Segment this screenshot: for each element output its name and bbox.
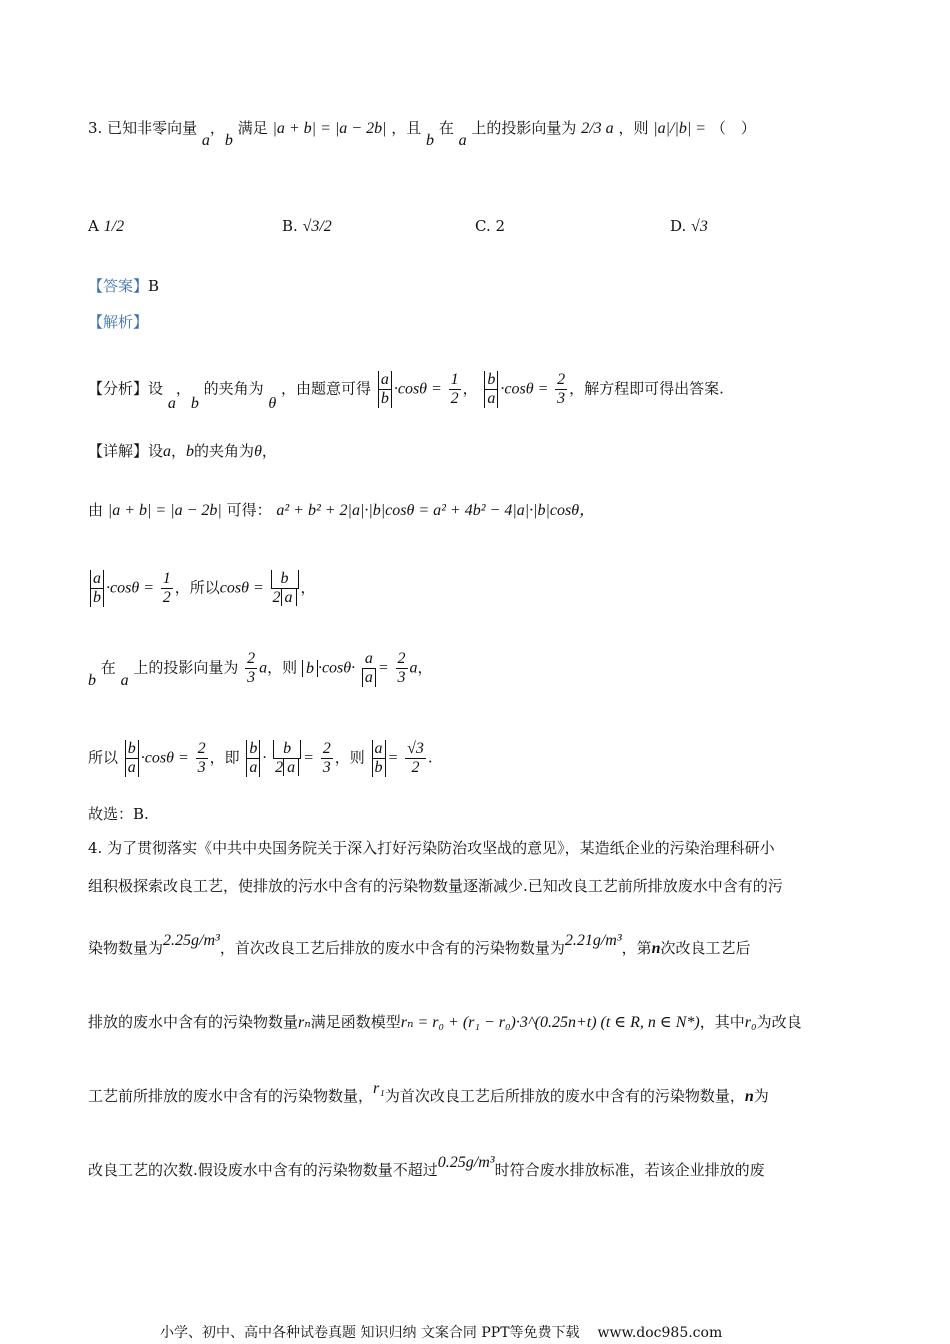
first-value: 2.21g/m³ — [564, 932, 622, 949]
option-a: A 1/2 — [88, 217, 125, 235]
answer-line — [88, 276, 159, 296]
projection-line: b 在 a 上的投影向量为 $\frac{2}{3}$ a，则 b ·cosθ· $\frac{a}{a}$ = $\frac{2}{3}$ a， — [88, 650, 433, 689]
footer-site[interactable]: www.doc985.com — [597, 1325, 723, 1341]
fenxi-line: 【分析】设 a，b 的夹角为 θ ，由题意可得 $\frac{a}{b}$ ·cosθ = $\frac{1}{2}$ ， $\frac{b}{a}$ ·cosθ = $\frac{2}{3}$ ，解方程即可得出答案. — [88, 371, 724, 412]
q4-line1: 4. 为了贯彻落实《中共中央国务院关于深入打好污染防治攻坚战的意见》，某造纸企业的污染治理科研小 — [88, 839, 775, 857]
q3-stem: 3. 已知非零向量 a，b 满足 |a + b| = |a − 2b| ，且 b 在 a 上的投影向量为 2/3 a ，则 |a|/|b| = （ ） — [88, 119, 756, 149]
option-d: D. √3 — [670, 217, 708, 235]
cos-line: $\frac{a}{b}$ ·cosθ = $\frac{1}{2}$ ，所以cosθ = $\frac{b}{2 a}$ ， — [88, 570, 316, 607]
answer-tag: 【答案】 — [88, 277, 149, 295]
final-line: 所以 $\frac{b}{a}$ ·cosθ = $\frac{2}{3}$ ，即 $\frac{b}{a}$ · $\frac{b}{2 a}$ = $\frac{2}{3}$ ，则 $\frac{a}{b}$ = $\frac{√3}{2}$ . — [88, 740, 433, 776]
expand-expr: a² + b² + 2|a|·|b|cosθ = a² + 4b² − 4|a|·|b|cosθ， — [276, 502, 596, 519]
q3-number: 3. — [88, 119, 103, 137]
q4-line3: 染物数量为2.25g/m³，首次改良工艺后排放的废水中含有的污染物数量为2.21g/m³，第n次改良工艺后 — [88, 932, 751, 957]
page-footer — [160, 1322, 722, 1342]
expand-line: 由 |a + b| = |a − 2b| 可得： a² + b² + 2|a|·|b|cosθ = a² + 4b² − 4|a|·|b|cosθ， — [88, 501, 596, 519]
detail-line: 【详解】设a，b的夹角为θ， — [88, 442, 277, 460]
projection-coef: 2/3 a — [581, 120, 614, 137]
analysis-tag: 【解析】 — [88, 313, 149, 331]
function-model: rₙ = r₀ + (r₁ − r₀)·3^(0.25n+t) (t ∈ R, n ∈ N*) — [400, 1014, 700, 1031]
analysis-line — [88, 312, 148, 332]
q4-line2: 组积极探索改良工艺，使排放的污水中含有的污染物数量逐渐减少.已知改良工艺前所排放废水中含有的污 — [88, 877, 783, 895]
standard-value: 0.25g/m³ — [437, 1154, 495, 1171]
q4-line4: 排放的废水中含有的污染物数量rₙ满足函数模型rₙ = r₀ + (r₁ − r₀)·3^(0.25n+t) (t ∈ R, n ∈ N*)，其中r₀为改良 — [88, 1013, 802, 1031]
option-c: C. 2 — [475, 217, 506, 235]
answer-value: B — [148, 277, 160, 295]
initial-value: 2.25g/m³ — [163, 932, 220, 949]
option-b: B. √3/2 — [282, 217, 332, 235]
answer-blank: （ ） — [710, 119, 756, 137]
q4-line6: 改良工艺的次数.假设废水中含有的污染物数量不超过0.25g/m³时符合废水排放标准，若该企业排放的废 — [88, 1154, 765, 1179]
q4-line5: 工艺前所排放的废水中含有的污染物数量，r₁为首次改良工艺后所排放的废水中含有的污染物数量，n为 — [88, 1080, 769, 1105]
ratio-expr: |a|/|b| = — [653, 120, 707, 137]
footer-text: 小学、初中、高中各种试卷真题 知识归纳 文案合同 PPT等免费下载 — [160, 1325, 580, 1341]
choose-line: 故选：B. — [88, 805, 149, 823]
condition-expr: |a + b| = |a − 2b| — [272, 120, 387, 137]
